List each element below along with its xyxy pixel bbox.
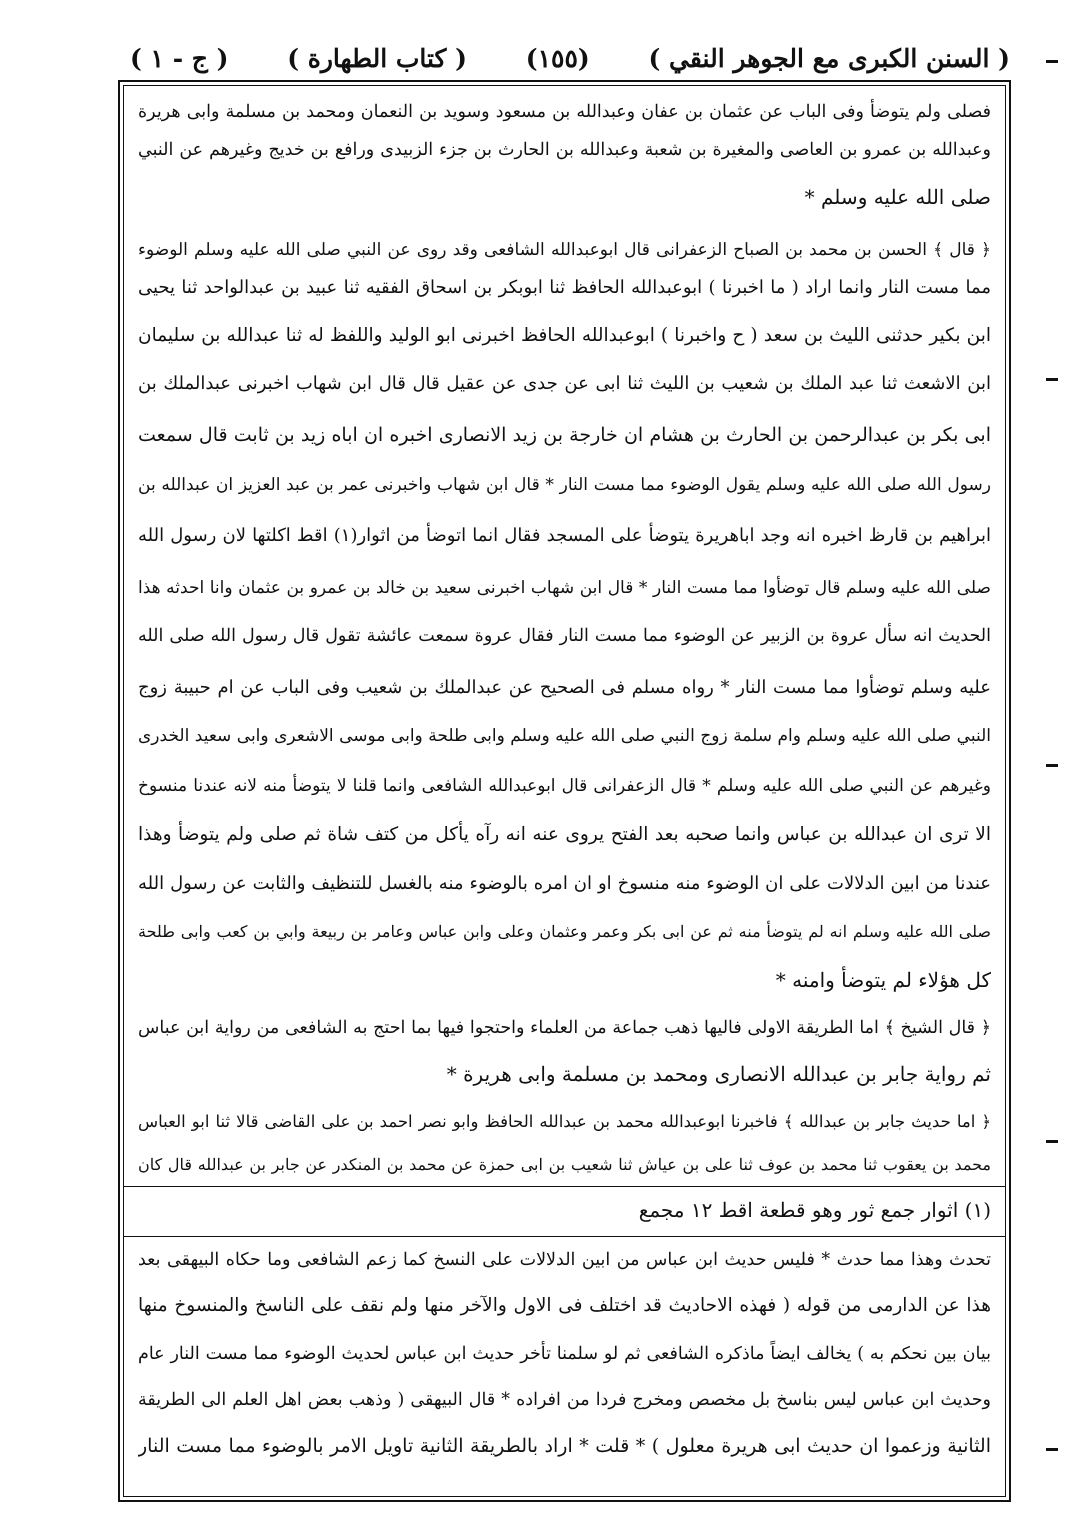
- commentary-line: بيان بين نحكم به ) يخالف ايضاً ماذكره الشافعى ثم لو سلمنا تأخر حديث ابن عباس لحديث الوضوء مما مست النار عام: [138, 1344, 991, 1364]
- text-line: رسول الله صلى الله عليه وسلم يقول الوضوء مما مست النار * قال ابن شهاب واخبرنى عمر بن عبد العزيز ان عبدالله بن: [138, 475, 991, 495]
- commentary-line: وحديث ابن عباس ليس بناسخ بل مخصص ومخرج فردا من افراده * قال البيهقى ( وذهب بعض اهل العلم الى الطريقة: [138, 1390, 991, 1410]
- text-line: الا ترى ان عبدالله بن عباس وانما صحبه بعد الفتح يروى عنه انه رآه يأكل من كتف شاة ثم صلى ولم يتوضأ وهذا: [138, 824, 991, 845]
- page-header: [130, 38, 1010, 78]
- text-frame-inner: [123, 85, 1006, 1497]
- text-line: ابراهيم بن قارظ اخبره انه وجد اباهريرة يتوضأ على المسجد فقال انما اتوضأ من اثوار(١) اقط اكلتها لان رسول الله: [138, 525, 991, 546]
- margin-mark: [1046, 1140, 1058, 1143]
- footnote-separator: [124, 1186, 1005, 1187]
- commentary-separator: [124, 1236, 1005, 1237]
- text-line: ﴿ قال الشيخ ﴾ اما الطريقة الاولى فاليها ذهب جماعة من العلماء واحتجوا فيها بما احتج به الشافعى من رواية ابن عباس: [138, 1018, 991, 1038]
- book-title: ( السنن الكبرى مع الجوهر النقي ): [648, 43, 1010, 73]
- text-line: كل هؤلاء لم يتوضأ وامنه *: [775, 968, 991, 992]
- text-line: صلى الله عليه وسلم *: [804, 185, 991, 209]
- text-line: محمد بن يعقوب ثنا محمد بن عوف ثنا على بن عياش ثنا شعيب بن ابى حمزة عن محمد بن المنكدر عن جابر بن عبدالله قال كان: [138, 1155, 991, 1174]
- text-line: مما مست النار وانما اراد ( ما اخبرنا ) ابوعبدالله الحافظ ثنا ابوبكر بن اسحاق الفقيه ثنا عبيد بن عبدالواحد ثنا يحيى: [138, 277, 991, 298]
- margin-mark: [1046, 60, 1058, 63]
- footnote: (١) اثوار جمع ثور وهو قطعة اقط ١٢ مجمع: [638, 1198, 991, 1222]
- margin-mark: [1046, 764, 1058, 767]
- text-line: ابن بكير حدثنى الليث بن سعد ( ح واخبرنا ) ابوعبدالله الحافظ اخبرنى ابو الوليد واللفظ له ثنا عبدالله بن سليمان: [138, 325, 991, 346]
- text-line: ابن الاشعث ثنا عبد الملك بن شعيب بن الليث ثنا ابى عن جدى عن عقيل قال قال ابن شهاب اخبرنى عبدالملك بن: [138, 373, 991, 394]
- text-line: عندنا من ابين الدلالات على ان الوضوء منه منسوخ او ان امره بالوضوء منه بالغسل للتنظيف والثابت عن رسول الله: [138, 873, 991, 894]
- text-line: ﴿ اما حديث جابر بن عبدالله ﴾ فاخبرنا ابوعبدالله محمد بن عبدالله الحافظ وابو نصر احمد بن على القاضى قالا ثنا ابو العباس: [138, 1112, 991, 1131]
- margin-mark: [1046, 378, 1058, 381]
- text-line: الحديث انه سأل عروة بن الزبير عن الوضوء مما مست النار فقال عروة سمعت عائشة تقول قال رسول الله صلى الله: [138, 626, 991, 646]
- commentary-line: هذا عن الدارمى من قوله ( فهذه الاحاديث قد اختلف فى الاول والآخر منها ولم نقف على الناسخ والمنسوخ منها: [138, 1295, 991, 1316]
- text-line: عليه وسلم توضأوا مما مست النار * رواه مسلم فى الصحيح عن عبدالملك بن شعيب وفى الباب عن ام حبيبة زوج: [138, 677, 991, 698]
- text-line: وغيرهم عن النبي صلى الله عليه وسلم * قال الزعفرانى قال ابوعبدالله الشافعى وانما قلنا لا يتوضأ منه لانه عندنا منسوخ: [138, 776, 991, 796]
- text-line: فصلى ولم يتوضأ وفى الباب عن عثمان بن عفان وعبدالله بن مسعود وسويد بن النعمان ومحمد بن مسلمة وابى هريرة: [138, 102, 991, 122]
- text-line: صلى الله عليه وسلم انه لم يتوضأ منه ثم عن ابى بكر وعمر وعثمان وعلى وابن عباس وعامر بن ربيعة وابي بن كعب وابى طلحة: [138, 922, 991, 941]
- volume-number: ( ج - ١ ): [130, 43, 229, 73]
- page-number: (١٥٥): [525, 43, 590, 73]
- commentary-line: تحدث وهذا مما حدث * فليس حديث ابن عباس من ابين الدلالات على النسخ كما زعم الشافعى وما حكاه البيهقى بعد: [138, 1250, 991, 1270]
- text-line: وعبدالله بن عمرو بن العاصى والمغيرة بن شعبة وعبدالله بن الحارث بن جزء الزبيدى ورافع بن خديج وغيرهم عن النبي: [138, 140, 991, 160]
- section-title: ( كتاب الطهارة ): [287, 43, 467, 73]
- text-line: صلى الله عليه وسلم قال توضأوا مما مست النار * قال ابن شهاب اخبرنى سعيد بن خالد بن عمرو بن عثمان وانا احدثه هذا: [138, 578, 991, 598]
- text-frame: [118, 80, 1011, 1502]
- margin-mark: [1046, 1448, 1058, 1451]
- commentary-line: الثانية وزعموا ان حديث ابى هريرة معلول ) * قلت * اراد بالطريقة الثانية تاويل الامر بالوضوء مما مست النار: [138, 1435, 991, 1457]
- text-line: ابى بكر بن عبدالرحمن بن الحارث بن هشام ان خارجة بن زيد الانصارى اخبره ان اباه زيد بن ثابت قال سمعت: [138, 424, 991, 446]
- text-line: ثم رواية جابر بن عبدالله الانصارى ومحمد بن مسلمة وابى هريرة *: [446, 1062, 991, 1086]
- text-line: ﴿ قال ﴾ الحسن بن محمد بن الصباح الزعفرانى قال ابوعبدالله الشافعى وقد روى عن النبي صلى الله عليه وسلم الوضوء: [138, 240, 991, 260]
- text-line: النبي صلى الله عليه وسلم وام سلمة زوج النبي صلى الله عليه وسلم وابى طلحة وابى موسى الاشعرى وابى سعيد الخدرى: [138, 726, 991, 746]
